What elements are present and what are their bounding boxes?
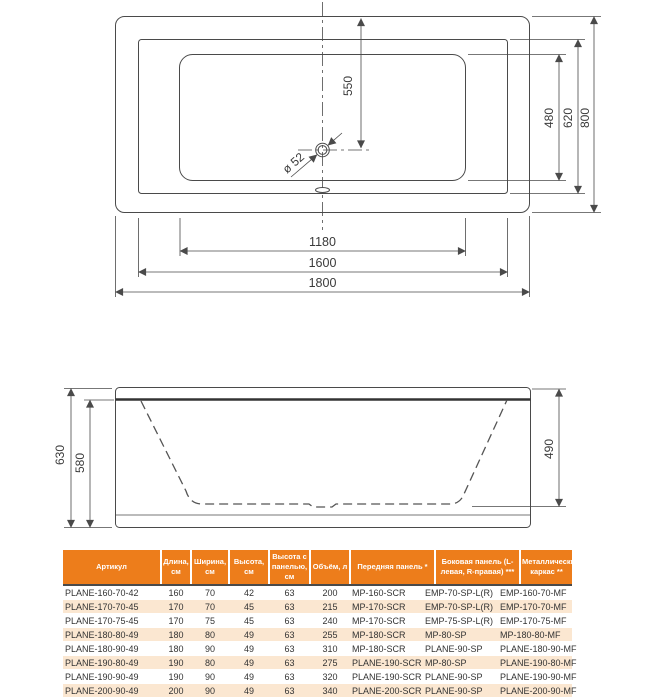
cell-volume: 340	[310, 684, 350, 698]
dim-label-overall-length: 1800	[308, 276, 337, 290]
cell-volume: 200	[310, 585, 350, 600]
tub-middle-rim	[139, 40, 508, 194]
cell-height-with-panel: 63	[269, 642, 310, 656]
cell-article: PLANE-160-70-42	[63, 585, 161, 600]
col-header-height-with-panel: Высота с панелью, см	[269, 550, 310, 585]
dim-label-rim-width: 620	[561, 107, 575, 129]
cell-volume: 310	[310, 642, 350, 656]
cell-side-panel-text: EMP-75-SP-L(R)	[425, 615, 494, 626]
col-header-length: Длина, см	[161, 550, 191, 585]
cell-height-with-panel: 63	[269, 670, 310, 684]
col-header-volume: Объём, л	[310, 550, 350, 585]
cell-height: 42	[229, 585, 269, 600]
cell-length: 190	[161, 670, 191, 684]
cell-metal-frame-text: PLANE-190-80-MF	[500, 657, 577, 668]
cell-length: 180	[161, 642, 191, 656]
cell-front-panel: PLANE-190-SCR	[350, 670, 435, 684]
cell-width: 75	[191, 614, 229, 628]
table-row	[63, 628, 572, 642]
cell-height: 49	[229, 656, 269, 670]
cell-width: 90	[191, 642, 229, 656]
cell-article: PLANE-170-70-45	[63, 600, 161, 614]
side-left-extension-lines	[64, 389, 114, 528]
table-row	[63, 642, 572, 656]
cell-front-panel: MP-170-SCR	[350, 600, 435, 614]
cell-front-panel: MP-180-SCR	[350, 642, 435, 656]
cell-height: 49	[229, 684, 269, 698]
cell-article: PLANE-190-90-49	[63, 670, 161, 684]
dim-label-total-height: 630	[53, 444, 67, 466]
cell-height: 45	[229, 600, 269, 614]
cell-side-panel-text: EMP-70-SP-L(R)	[425, 601, 494, 612]
cell-article: PLANE-170-75-45	[63, 614, 161, 628]
cell-front-panel: PLANE-200-SCR	[350, 684, 435, 698]
table-row	[63, 656, 572, 670]
cell-volume: 215	[310, 600, 350, 614]
cell-front-panel: PLANE-190-SCR	[350, 656, 435, 670]
cell-length: 160	[161, 585, 191, 600]
dim-label-basin-length: 1180	[309, 235, 336, 249]
cell-metal-frame-text: EMP-170-70-MF	[500, 601, 567, 612]
cell-length: 190	[161, 656, 191, 670]
table-row	[63, 614, 572, 628]
dim-label-basin-width: 480	[542, 107, 556, 129]
cell-length: 180	[161, 628, 191, 642]
cell-length: 170	[161, 614, 191, 628]
cell-metal-frame-text: EMP-170-75-MF	[500, 615, 567, 626]
cell-metal-frame	[500, 600, 572, 614]
cell-height-with-panel: 63	[269, 684, 310, 698]
cell-metal-frame-text: PLANE-200-90-MF	[500, 685, 577, 696]
cell-height-with-panel: 63	[269, 600, 310, 614]
spec-table	[63, 550, 580, 698]
col-header-width: Ширина, см	[191, 550, 229, 585]
drain-icon	[316, 143, 330, 157]
cell-metal-frame	[500, 642, 577, 656]
cell-front-panel: MP-180-SCR	[350, 628, 435, 642]
cell-height: 45	[229, 614, 269, 628]
cell-height-with-panel: 63	[269, 628, 310, 642]
cell-metal-frame-text: PLANE-190-90-MF	[500, 671, 577, 682]
dim-label-rim-length: 1600	[308, 256, 337, 270]
cell-side-panel-text: MP-80-SP	[425, 629, 467, 640]
col-header-article: Артикул	[63, 550, 161, 585]
cell-side-panel-text: EMP-70-SP-L(R)	[425, 587, 494, 598]
cell-width: 70	[191, 585, 229, 600]
cell-side-panel-text: MP-80-SP	[425, 657, 467, 668]
cell-width: 90	[191, 684, 229, 698]
cell-article: PLANE-180-80-49	[63, 628, 161, 642]
overflow-icon	[316, 188, 330, 193]
col-header-front-panel: Передняя панель *	[350, 550, 435, 585]
cell-front-panel: MP-170-SCR	[350, 614, 435, 628]
table-header-row	[63, 550, 572, 585]
cell-metal-frame-text: EMP-160-70-MF	[500, 587, 567, 598]
cell-volume: 320	[310, 670, 350, 684]
cell-article: PLANE-190-80-49	[63, 656, 161, 670]
cell-width: 70	[191, 600, 229, 614]
cell-front-panel: MP-160-SCR	[350, 585, 435, 600]
cell-width: 90	[191, 670, 229, 684]
cell-width: 80	[191, 628, 229, 642]
cell-volume: 275	[310, 656, 350, 670]
dim-label-panel-height: 580	[73, 452, 87, 474]
col-header-height: Высота, см	[229, 550, 269, 585]
cell-height-with-panel: 63	[269, 585, 310, 600]
cell-metal-frame	[500, 585, 572, 600]
dim-label-drain-diameter: ø 52	[279, 149, 308, 177]
cell-metal-frame-text: PLANE-180-90-MF	[500, 643, 577, 654]
table-row	[63, 684, 572, 698]
col-header-side-panel: Боковая панель (L-левая, R-правая) ***	[435, 550, 520, 585]
cell-width: 80	[191, 656, 229, 670]
dim-label-drain-offset: 550	[341, 75, 355, 97]
cell-height: 49	[229, 670, 269, 684]
cell-height: 49	[229, 628, 269, 642]
top-view	[116, 2, 602, 297]
cell-length: 200	[161, 684, 191, 698]
col-header-metal-frame: Металлический каркас **	[520, 550, 572, 585]
tub-profile-dashed	[141, 400, 507, 507]
cell-metal-frame-text: MP-180-80-MF	[500, 629, 561, 640]
cell-metal-frame	[500, 628, 572, 642]
cell-length: 170	[161, 600, 191, 614]
cell-volume: 255	[310, 628, 350, 642]
cell-article: PLANE-180-90-49	[63, 642, 161, 656]
table-row	[63, 585, 572, 600]
cell-article: PLANE-200-90-49	[63, 684, 161, 698]
cell-metal-frame	[500, 684, 577, 698]
cell-side-panel-text: PLANE-90-SP	[425, 685, 483, 696]
cell-metal-frame	[500, 670, 577, 684]
cell-volume: 240	[310, 614, 350, 628]
cell-side-panel-text: PLANE-90-SP	[425, 643, 483, 654]
cell-height-with-panel: 63	[269, 614, 310, 628]
cell-metal-frame	[500, 614, 572, 628]
table-row	[63, 670, 572, 684]
cell-metal-frame	[500, 656, 577, 670]
dim-label-inner-depth: 490	[542, 438, 556, 460]
dim-label-overall-width: 800	[578, 107, 592, 129]
side-view	[64, 388, 566, 528]
cell-side-panel-text: PLANE-90-SP	[425, 671, 483, 682]
cell-height: 49	[229, 642, 269, 656]
cell-height-with-panel: 63	[269, 656, 310, 670]
table-row	[63, 600, 572, 614]
